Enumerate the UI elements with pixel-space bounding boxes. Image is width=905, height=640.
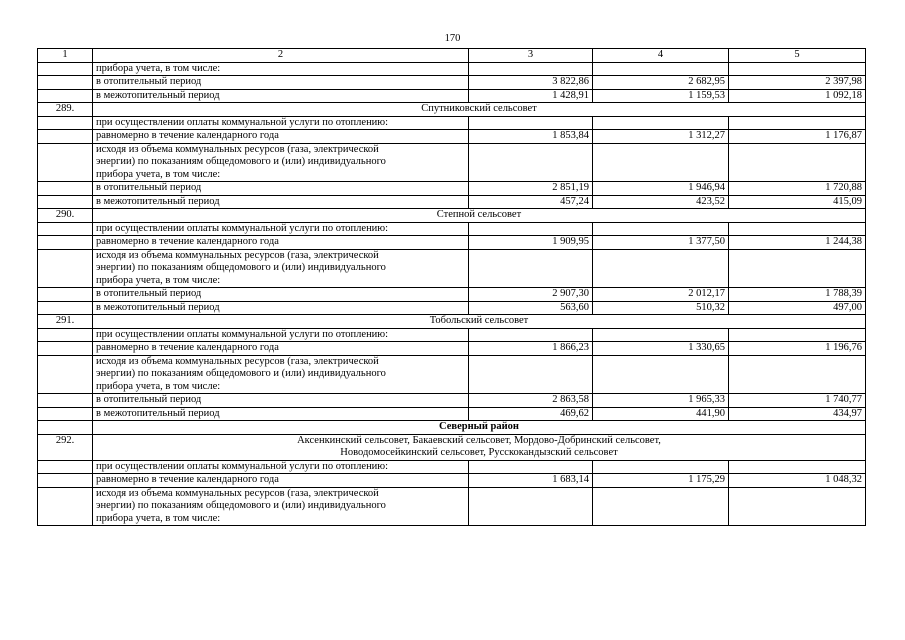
table-row: [38, 222, 866, 236]
row-description-line: энергии) по показаниям общедомового и (или) индивидуального: [96, 368, 386, 379]
table-row: [38, 301, 866, 315]
row-description: при осуществлении оплаты коммунальной услуги по отоплению:: [93, 328, 469, 342]
row-description: [93, 143, 469, 182]
header-col-2: 2: [93, 49, 469, 63]
row-number: [38, 236, 93, 250]
value-col-5: 1 244,38: [729, 236, 866, 250]
region-title: Степной сельсовет: [93, 209, 866, 223]
row-number: [38, 328, 93, 342]
value-col-3: 1 428,91: [469, 89, 593, 103]
value-col-4: 441,90: [593, 407, 729, 421]
table-row: [38, 62, 866, 76]
table-row: [38, 342, 866, 356]
row-number: 292.: [38, 434, 93, 460]
header-col-4: 4: [593, 49, 729, 63]
value-col-4: [593, 355, 729, 394]
value-col-5: 434,97: [729, 407, 866, 421]
value-col-5: [729, 143, 866, 182]
row-description: в межотопительный период: [93, 301, 469, 315]
value-col-4: 1 312,27: [593, 130, 729, 144]
value-col-5: 1 720,88: [729, 182, 866, 196]
row-number: [38, 62, 93, 76]
row-number: [38, 460, 93, 474]
row-description-line: прибора учета, в том числе:: [96, 380, 221, 392]
value-col-4: [593, 487, 729, 526]
row-number: [38, 222, 93, 236]
page-number: 170: [444, 33, 461, 44]
row-description: в отопительный период: [93, 76, 469, 90]
row-description: [93, 355, 469, 394]
table-row: [38, 474, 866, 488]
row-description-line: прибора учета, в том числе:: [96, 274, 221, 286]
row-description: в межотопительный период: [93, 89, 469, 103]
value-col-3: [469, 116, 593, 130]
table-row: [38, 434, 866, 460]
row-number: [38, 116, 93, 130]
value-col-5: 1 176,87: [729, 130, 866, 144]
row-description-line: прибора учета, в том числе:: [96, 512, 221, 524]
value-col-5: [729, 328, 866, 342]
row-description: в отопительный период: [93, 288, 469, 302]
value-col-4: [593, 222, 729, 236]
value-col-3: 1 909,95: [469, 236, 593, 250]
value-col-4: 1 159,53: [593, 89, 729, 103]
table-row: [38, 407, 866, 421]
value-col-4: [593, 328, 729, 342]
table-row: [38, 421, 866, 435]
value-col-4: 2 682,95: [593, 76, 729, 90]
value-col-3: [469, 460, 593, 474]
row-description: в межотопительный период: [93, 407, 469, 421]
value-col-5: 1 092,18: [729, 89, 866, 103]
value-col-3: 1 853,84: [469, 130, 593, 144]
value-col-5: [729, 116, 866, 130]
region-title-line: Аксенкинский сельсовет, Бакаевский сельсовет, Мордово-Добринский сельсовет,: [297, 434, 661, 446]
row-number: 291.: [38, 315, 93, 329]
value-col-3: 3 822,86: [469, 76, 593, 90]
value-col-3: 2 851,19: [469, 182, 593, 196]
row-number: [38, 249, 93, 288]
district-title: Северный район: [93, 421, 866, 435]
row-number: [38, 394, 93, 408]
row-description-line: исходя из объема коммунальных ресурсов (газа, электрической: [96, 355, 379, 367]
table-row: [38, 182, 866, 196]
row-number: [38, 342, 93, 356]
value-col-3: [469, 249, 593, 288]
header-col-3: 3: [469, 49, 593, 63]
row-description: [93, 487, 469, 526]
value-col-5: 1 740,77: [729, 394, 866, 408]
value-col-5: 1 048,32: [729, 474, 866, 488]
row-description-line: исходя из объема коммунальных ресурсов (газа, электрической: [96, 487, 379, 499]
header-col-5: 5: [729, 49, 866, 63]
value-col-5: [729, 222, 866, 236]
row-number: [38, 195, 93, 209]
row-description: в отопительный период: [93, 394, 469, 408]
row-number: [38, 182, 93, 196]
row-description-line: энергии) по показаниям общедомового и (или) индивидуального: [96, 500, 386, 511]
region-title: [93, 434, 866, 460]
row-description: при осуществлении оплаты коммунальной услуги по отоплению:: [93, 222, 469, 236]
value-col-3: [469, 143, 593, 182]
row-description: при осуществлении оплаты коммунальной услуги по отоплению:: [93, 460, 469, 474]
table-row: [38, 315, 866, 329]
value-col-3: [469, 62, 593, 76]
value-col-4: 1 330,65: [593, 342, 729, 356]
tariff-table: [37, 48, 866, 526]
table-row: [38, 116, 866, 130]
table-row: [38, 460, 866, 474]
row-description: равномерно в течение календарного года: [93, 342, 469, 356]
row-description-line: прибора учета, в том числе:: [96, 168, 221, 180]
value-col-3: [469, 487, 593, 526]
value-col-4: 2 012,17: [593, 288, 729, 302]
value-col-3: 1 683,14: [469, 474, 593, 488]
value-col-5: [729, 487, 866, 526]
region-title: Спутниковский сельсовет: [93, 103, 866, 117]
row-number: [38, 76, 93, 90]
value-col-5: 2 397,98: [729, 76, 866, 90]
value-col-4: 1 175,29: [593, 474, 729, 488]
value-col-5: [729, 249, 866, 288]
row-description: прибора учета, в том числе:: [93, 62, 469, 76]
table-header-row: [38, 49, 866, 63]
row-number: [38, 487, 93, 526]
row-description-line: исходя из объема коммунальных ресурсов (газа, электрической: [96, 143, 379, 155]
row-number: [38, 288, 93, 302]
value-col-4: 423,52: [593, 195, 729, 209]
value-col-3: [469, 355, 593, 394]
value-col-5: [729, 460, 866, 474]
region-title: Тобольский сельсовет: [93, 315, 866, 329]
value-col-4: 1 946,94: [593, 182, 729, 196]
table-row: [38, 249, 866, 288]
table-row: [38, 103, 866, 117]
row-description-line: исходя из объема коммунальных ресурсов (газа, электрической: [96, 249, 379, 261]
table-row: [38, 209, 866, 223]
row-description: равномерно в течение календарного года: [93, 474, 469, 488]
value-col-3: 2 863,58: [469, 394, 593, 408]
value-col-3: 563,60: [469, 301, 593, 315]
table-row: [38, 394, 866, 408]
table-row: [38, 355, 866, 394]
value-col-3: 1 866,23: [469, 342, 593, 356]
row-number: 290.: [38, 209, 93, 223]
region-title-line: Новодомосейкинский сельсовет, Русскокандызский сельсовет: [340, 447, 618, 458]
table-row: [38, 487, 866, 526]
value-col-3: [469, 222, 593, 236]
value-col-4: 510,32: [593, 301, 729, 315]
value-col-3: 457,24: [469, 195, 593, 209]
table-row: [38, 328, 866, 342]
value-col-4: 1 965,33: [593, 394, 729, 408]
table-row: [38, 76, 866, 90]
value-col-5: [729, 62, 866, 76]
row-number: [38, 421, 93, 435]
value-col-3: [469, 328, 593, 342]
value-col-4: [593, 249, 729, 288]
value-col-3: 2 907,30: [469, 288, 593, 302]
value-col-4: [593, 460, 729, 474]
row-number: [38, 407, 93, 421]
table-row: [38, 236, 866, 250]
row-description: равномерно в течение календарного года: [93, 130, 469, 144]
row-number: [38, 301, 93, 315]
table-row: [38, 195, 866, 209]
value-col-4: [593, 116, 729, 130]
value-col-3: 469,62: [469, 407, 593, 421]
row-description: равномерно в течение календарного года: [93, 236, 469, 250]
header-col-1: 1: [38, 49, 93, 63]
row-number: [38, 130, 93, 144]
row-description: в межотопительный период: [93, 195, 469, 209]
row-description: в отопительный период: [93, 182, 469, 196]
row-description-line: энергии) по показаниям общедомового и (или) индивидуального: [96, 156, 386, 167]
row-number: [38, 474, 93, 488]
table-body: [38, 62, 866, 526]
table-row: [38, 130, 866, 144]
value-col-4: [593, 143, 729, 182]
row-description: при осуществлении оплаты коммунальной услуги по отоплению:: [93, 116, 469, 130]
value-col-5: 415,09: [729, 195, 866, 209]
value-col-5: 1 196,76: [729, 342, 866, 356]
row-number: [38, 143, 93, 182]
table-row: [38, 89, 866, 103]
value-col-5: 1 788,39: [729, 288, 866, 302]
row-description-line: энергии) по показаниям общедомового и (или) индивидуального: [96, 262, 386, 273]
row-number: [38, 89, 93, 103]
table-row: [38, 143, 866, 182]
row-description: [93, 249, 469, 288]
value-col-5: 497,00: [729, 301, 866, 315]
row-number: [38, 355, 93, 394]
row-number: 289.: [38, 103, 93, 117]
value-col-4: [593, 62, 729, 76]
value-col-4: 1 377,50: [593, 236, 729, 250]
value-col-5: [729, 355, 866, 394]
table-row: [38, 288, 866, 302]
